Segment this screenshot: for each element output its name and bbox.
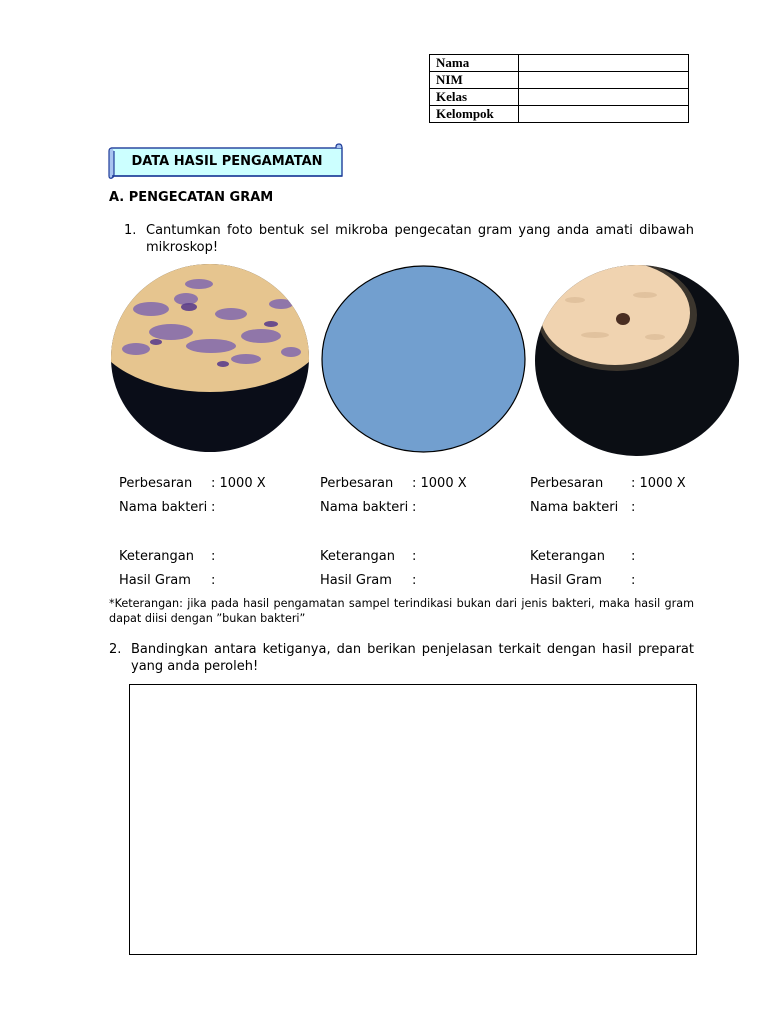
sample-2-magnification <box>320 476 467 492</box>
magnification-value: : 1000 X <box>412 476 467 491</box>
bacteria-label: Nama bakteri <box>119 500 208 515</box>
magnification-value: : 1000 X <box>211 476 266 491</box>
question-text: Bandingkan antara ketiganya, dan berikan penjelasan terkait dengan hasil preparat yang anda peroleh! <box>131 642 694 674</box>
bacteria-value: : <box>631 500 636 515</box>
sample-1-bacteria <box>119 500 216 516</box>
identity-table <box>429 54 689 123</box>
sample-1-keterangan <box>119 549 216 565</box>
identity-value-field[interactable] <box>519 72 689 89</box>
question-number: 2. <box>109 642 122 657</box>
bacteria-value: : <box>211 500 216 515</box>
question-text: Cantumkan foto bentuk sel mikroba pengecatan gram yang anda amati dibawah mikroskop! <box>146 223 694 255</box>
identity-row-kelompok <box>430 106 689 123</box>
identity-row-nama <box>430 55 689 72</box>
magnification-label: Perbesaran <box>119 476 193 491</box>
sample-3-bacteria <box>530 500 636 516</box>
identity-value-field[interactable] <box>519 89 689 106</box>
keterangan-label: Keterangan <box>320 549 395 564</box>
question-number: 1. <box>124 223 137 238</box>
gram-label: Hasil Gram <box>320 573 392 588</box>
keterangan-label: Keterangan <box>530 549 605 564</box>
sample-1-magnification <box>119 476 266 492</box>
answer-box[interactable] <box>129 684 697 955</box>
microscope-photo-3 <box>535 265 739 456</box>
identity-value-field[interactable] <box>519 55 689 72</box>
identity-row-kelas <box>430 89 689 106</box>
sample-2-gram <box>320 573 417 589</box>
footnote: *Keterangan: jika pada hasil pengamatan sampel terindikasi bukan dari jenis bakteri, maka hasil gram dapat diisi dengan ”bukan bakteri” <box>109 597 694 625</box>
gram-value: : <box>211 573 216 588</box>
sample-3-gram <box>530 573 636 589</box>
sample-2-bacteria <box>320 500 417 516</box>
identity-label: Nama <box>430 55 519 72</box>
gram-value: : <box>412 573 417 588</box>
identity-label: NIM <box>430 72 519 89</box>
keterangan-value: : <box>631 549 636 564</box>
keterangan-value: : <box>211 549 216 564</box>
sample-2-keterangan <box>320 549 417 565</box>
identity-value-field[interactable] <box>519 106 689 123</box>
identity-label: Kelompok <box>430 106 519 123</box>
section-heading: A. PENGECATAN GRAM <box>109 190 274 205</box>
bacteria-label: Nama bakteri <box>320 500 409 515</box>
microscope-photo-2-placeholder <box>321 265 526 453</box>
magnification-label: Perbesaran <box>320 476 394 491</box>
magnification-label: Perbesaran <box>530 476 604 491</box>
gram-label: Hasil Gram <box>530 573 602 588</box>
gram-label: Hasil Gram <box>119 573 191 588</box>
microscope-photo-1 <box>111 264 309 452</box>
sample-1-gram <box>119 573 216 589</box>
keterangan-label: Keterangan <box>119 549 194 564</box>
magnification-value: : 1000 X <box>631 476 686 491</box>
identity-row-nim <box>430 72 689 89</box>
gram-value: : <box>631 573 636 588</box>
sample-3-keterangan <box>530 549 636 565</box>
sample-3-magnification <box>530 476 686 492</box>
bacteria-label: Nama bakteri <box>530 500 619 515</box>
identity-label: Kelas <box>430 89 519 106</box>
bacteria-value: : <box>412 500 417 515</box>
banner-title: DATA HASIL PENGAMATAN <box>131 153 323 169</box>
keterangan-value: : <box>412 549 417 564</box>
